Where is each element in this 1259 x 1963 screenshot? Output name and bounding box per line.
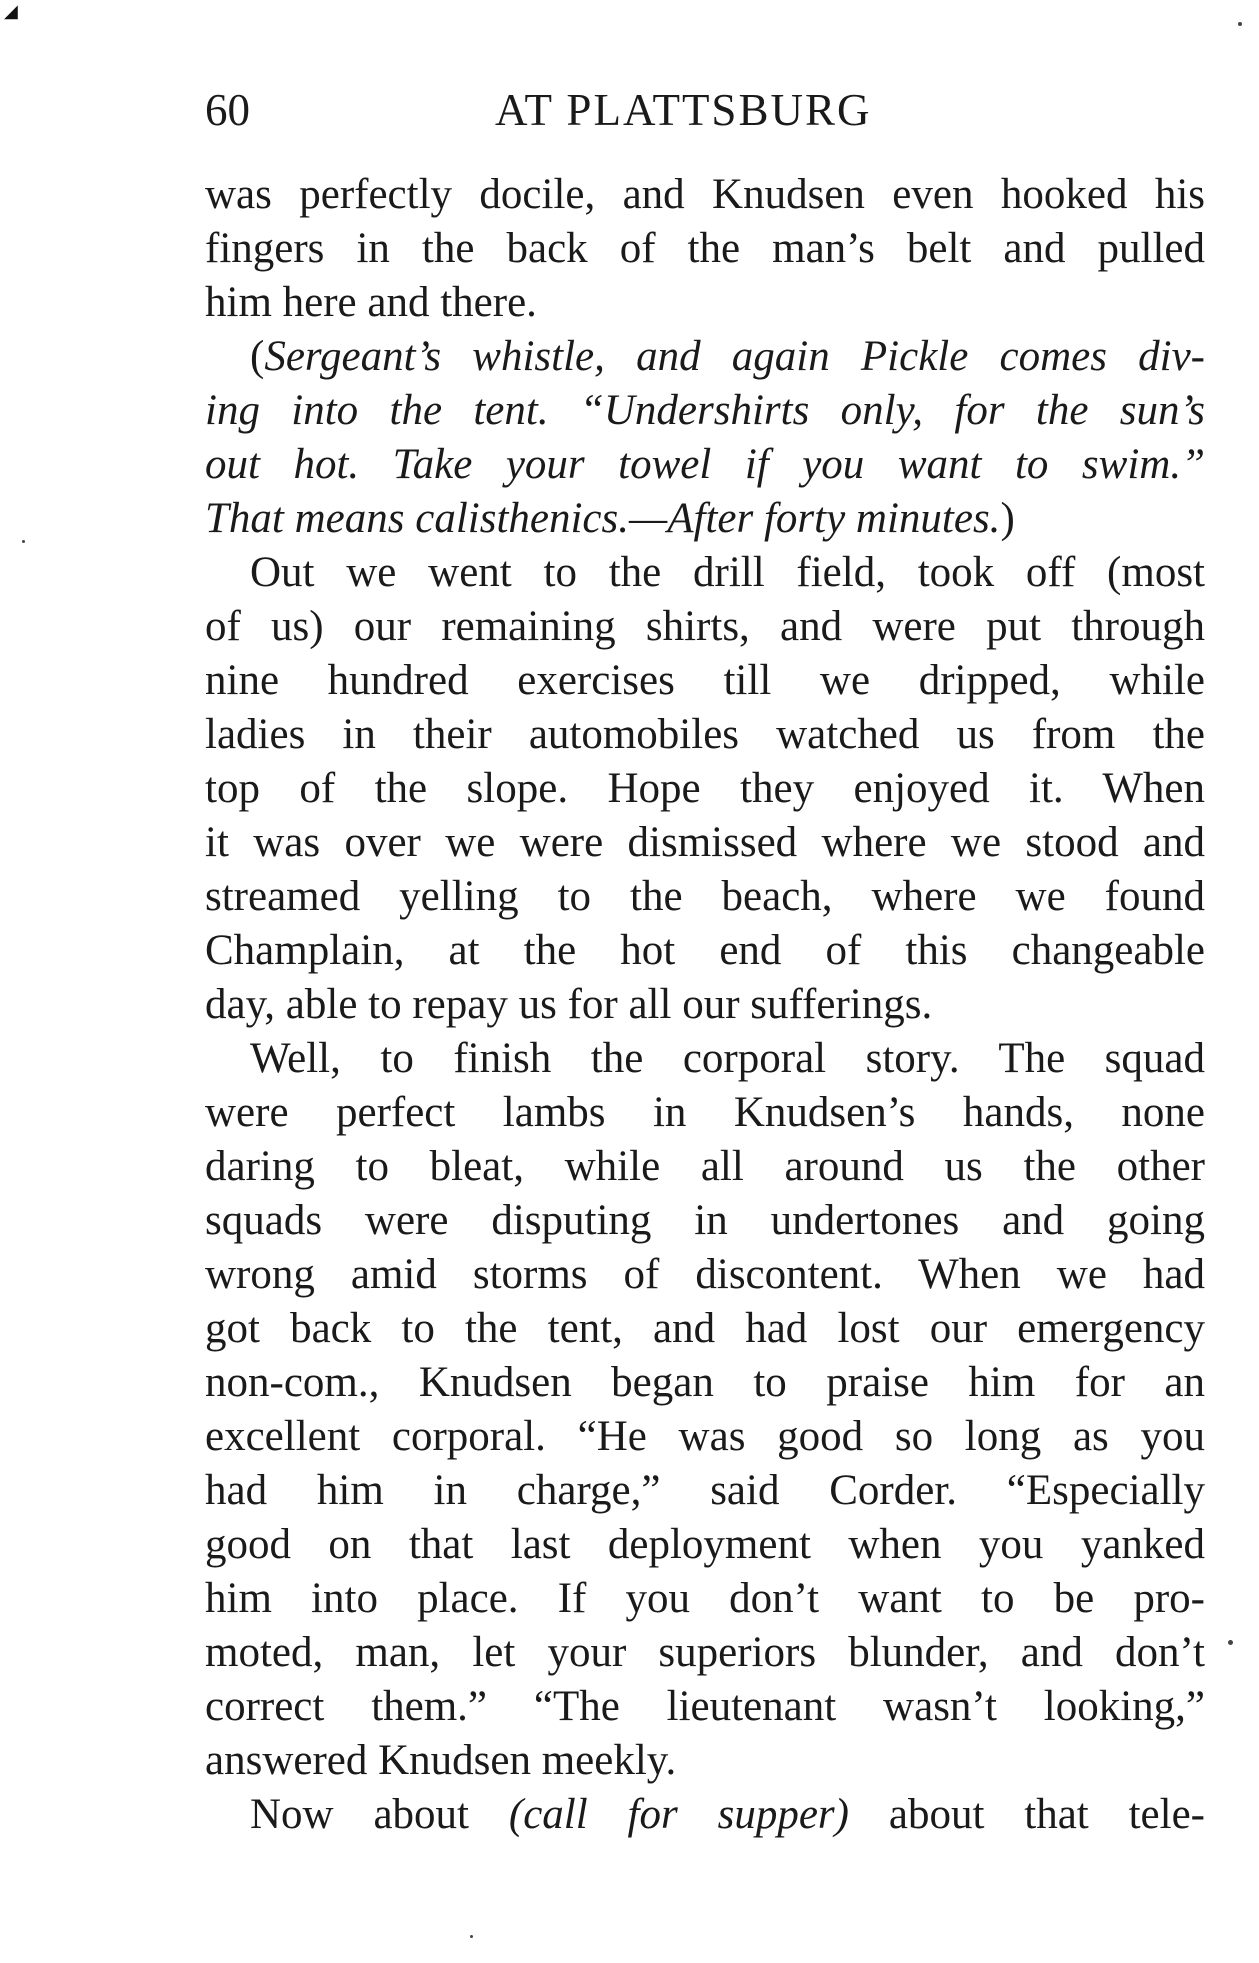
text-line: [205, 330, 1205, 384]
text-line: [205, 654, 1205, 708]
text-segment: top of the slope. Hope they enjoyed it. When: [205, 765, 1205, 812]
page-number: 60: [205, 85, 250, 135]
text-segment: Champlain, at the hot end of this changeable: [205, 927, 1205, 974]
text-line: [205, 1410, 1205, 1464]
text-line: [205, 1356, 1205, 1410]
text-line: [205, 870, 1205, 924]
text-line: [205, 1140, 1205, 1194]
text-line: [205, 978, 1205, 1032]
italic-text: Sergeant’s whistle, and again Pickle comes div-: [264, 333, 1205, 380]
text-segment: Well, to finish the corporal story. The squad: [250, 1035, 1205, 1082]
text-line: [205, 222, 1205, 276]
text-line: [205, 1032, 1205, 1086]
text-line: [205, 816, 1205, 870]
italic-text: That means calisthenics.—After forty minutes.: [205, 495, 1001, 542]
text-line: [205, 1572, 1205, 1626]
italic-text: ing into the tent. “Undershirts only, for the sun’s: [205, 387, 1205, 434]
corner-mark: ◢: [4, 1, 18, 21]
text-segment: correct them.” “The lieutenant wasn’t looking,”: [205, 1683, 1205, 1730]
text-segment: good on that last deployment when you yanked: [205, 1521, 1205, 1568]
paper-speck: [470, 1935, 473, 1938]
text-segment: of us) our remaining shirts, and were put through: [205, 603, 1205, 650]
text-segment: about that tele-: [848, 1791, 1205, 1838]
text-line: [205, 1788, 1205, 1842]
text-line: [205, 168, 1205, 222]
text-segment: non-com., Knudsen began to praise him for an: [205, 1359, 1205, 1406]
text-line: [205, 384, 1205, 438]
text-line: [205, 924, 1205, 978]
text-line: [205, 708, 1205, 762]
text-segment: ): [1000, 495, 1015, 542]
paper-speck: [22, 540, 25, 543]
running-title: AT PLATTSBURG: [495, 85, 872, 135]
text-line: [205, 546, 1205, 600]
paper-speck: [1238, 22, 1242, 26]
text-segment: squads were disputing in undertones and going: [205, 1197, 1205, 1244]
italic-text: (call for supper): [508, 1791, 849, 1838]
text-line: [205, 276, 1205, 330]
text-line: [205, 1302, 1205, 1356]
text-segment: ladies in their automobiles watched us from the: [205, 711, 1205, 758]
text-line: [205, 762, 1205, 816]
text-segment: wrong amid storms of discontent. When we had: [205, 1251, 1205, 1298]
text-segment: was perfectly docile, and Knudsen even hooked his: [205, 171, 1205, 218]
text-segment: Now about: [250, 1791, 509, 1838]
italic-text: out hot. Take your towel if you want to swim.”: [205, 441, 1205, 488]
text-line: [205, 1464, 1205, 1518]
text-segment: moted, man, let your superiors blunder, and don’t: [205, 1629, 1205, 1676]
text-line: [205, 1734, 1205, 1788]
text-segment: (: [250, 333, 265, 380]
text-line: [205, 1086, 1205, 1140]
text-segment: nine hundred exercises till we dripped, while: [205, 657, 1205, 704]
text-line: [205, 1626, 1205, 1680]
text-line: [205, 438, 1205, 492]
running-head: [205, 80, 1205, 140]
text-segment: streamed yelling to the beach, where we found: [205, 873, 1205, 920]
text-segment: fingers in the back of the man’s belt and pulled: [205, 225, 1205, 272]
text-segment: Out we went to the drill field, took off (most: [250, 549, 1205, 596]
text-line: [205, 1518, 1205, 1572]
text-segment: day, able to repay us for all our sufferings.: [205, 981, 933, 1028]
text-segment: were perfect lambs in Knudsen’s hands, none: [205, 1089, 1205, 1136]
text-segment: had him in charge,” said Corder. “Especially: [205, 1467, 1205, 1514]
text-line: [205, 1248, 1205, 1302]
text-line: [205, 600, 1205, 654]
text-segment: him into place. If you don’t want to be pro-: [205, 1575, 1205, 1622]
text-segment: excellent corporal. “He was good so long as you: [205, 1413, 1205, 1460]
text-segment: got back to the tent, and had lost our emergency: [205, 1305, 1205, 1352]
text-line: [205, 492, 1205, 546]
text-line: [205, 1680, 1205, 1734]
text-segment: daring to bleat, while all around us the other: [205, 1143, 1205, 1190]
text-segment: it was over we were dismissed where we stood and: [205, 819, 1205, 866]
text-segment: him here and there.: [205, 279, 537, 326]
body-text: [205, 168, 1205, 1842]
text-line: [205, 1194, 1205, 1248]
text-segment: answered Knudsen meekly.: [205, 1737, 677, 1784]
paper-speck: [1228, 1640, 1233, 1645]
